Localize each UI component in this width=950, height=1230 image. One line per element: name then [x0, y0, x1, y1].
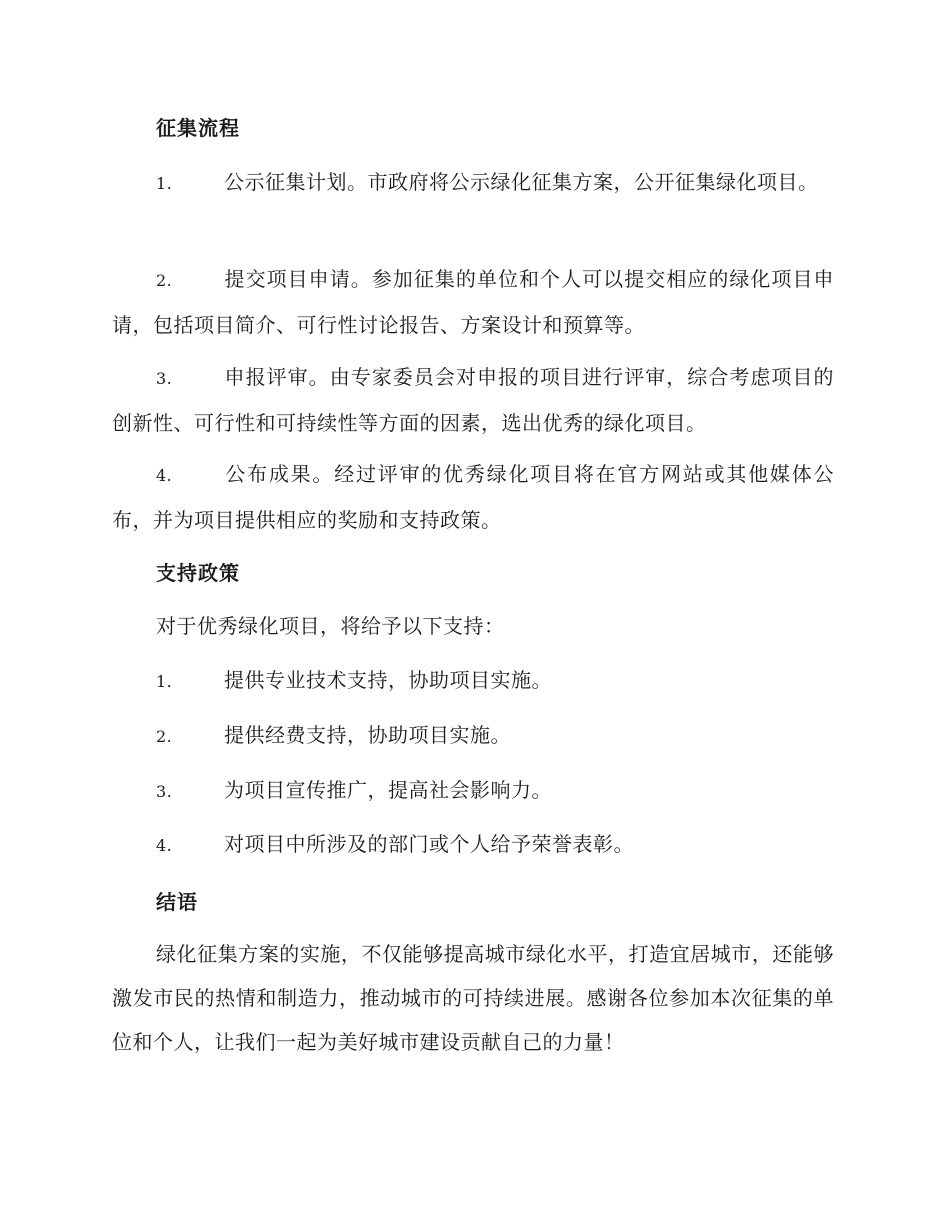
list-item-text: 提供专业技术支持，协助项目实施。 — [224, 668, 552, 692]
list-item — [112, 355, 834, 445]
list-item-text: 为项目宣传推广，提高社会影响力。 — [224, 778, 552, 802]
list-number: 3. — [156, 782, 173, 801]
list-number: 2. — [156, 271, 173, 290]
section-heading-process: 征集流程 — [156, 116, 240, 140]
list-item — [112, 658, 834, 704]
section-heading-support: 支持政策 — [156, 561, 240, 585]
list-number: 2. — [156, 727, 173, 746]
list-item — [112, 822, 834, 868]
support-intro: 对于优秀绿化项目，将给予以下支持： — [156, 614, 505, 638]
list-item — [112, 768, 834, 814]
section-heading-conclusion: 结语 — [156, 890, 198, 914]
list-item-text: 提供经费支持，协助项目实施。 — [224, 723, 511, 747]
list-item — [112, 257, 834, 347]
list-item-text: 对项目中所涉及的部门或个人给予荣誉表彰。 — [224, 832, 634, 856]
list-number: 1. — [156, 672, 173, 691]
list-item-text: 申报评审。由专家委员会对申报的项目进行评审，综合考虑项目的创新性、可行性和可持续性等方面的因素，选出优秀的绿化项目。 — [112, 365, 834, 435]
list-number: 4. — [156, 466, 173, 485]
list-number: 3. — [156, 369, 173, 388]
list-item-text: 公布成果。经过评审的优秀绿化项目将在官方网站或其他媒体公布，并为项目提供相应的奖励和支持政策。 — [112, 462, 834, 532]
conclusion-paragraph: 绿化征集方案的实施，不仅能够提高城市绿化水平，打造宜居城市，还能够激发市民的热情和制造力，推动城市的可持续进展。感谢各位参加本次征集的单位和个人，让我们一起为美好城市建设贡献自己的力量！ — [112, 942, 834, 1054]
list-item — [112, 452, 834, 542]
list-item-text: 提交项目申请。参加征集的单位和个人可以提交相应的绿化项目申请，包括项目简介、可行性讨论报告、方案设计和预算等。 — [112, 267, 834, 337]
list-item — [112, 713, 834, 759]
list-number: 1. — [156, 174, 173, 193]
list-item — [112, 160, 834, 206]
list-item-text: 公示征集计划。市政府将公示绿化征集方案，公开征集绿化项目。 — [224, 170, 819, 194]
list-number: 4. — [156, 836, 173, 855]
